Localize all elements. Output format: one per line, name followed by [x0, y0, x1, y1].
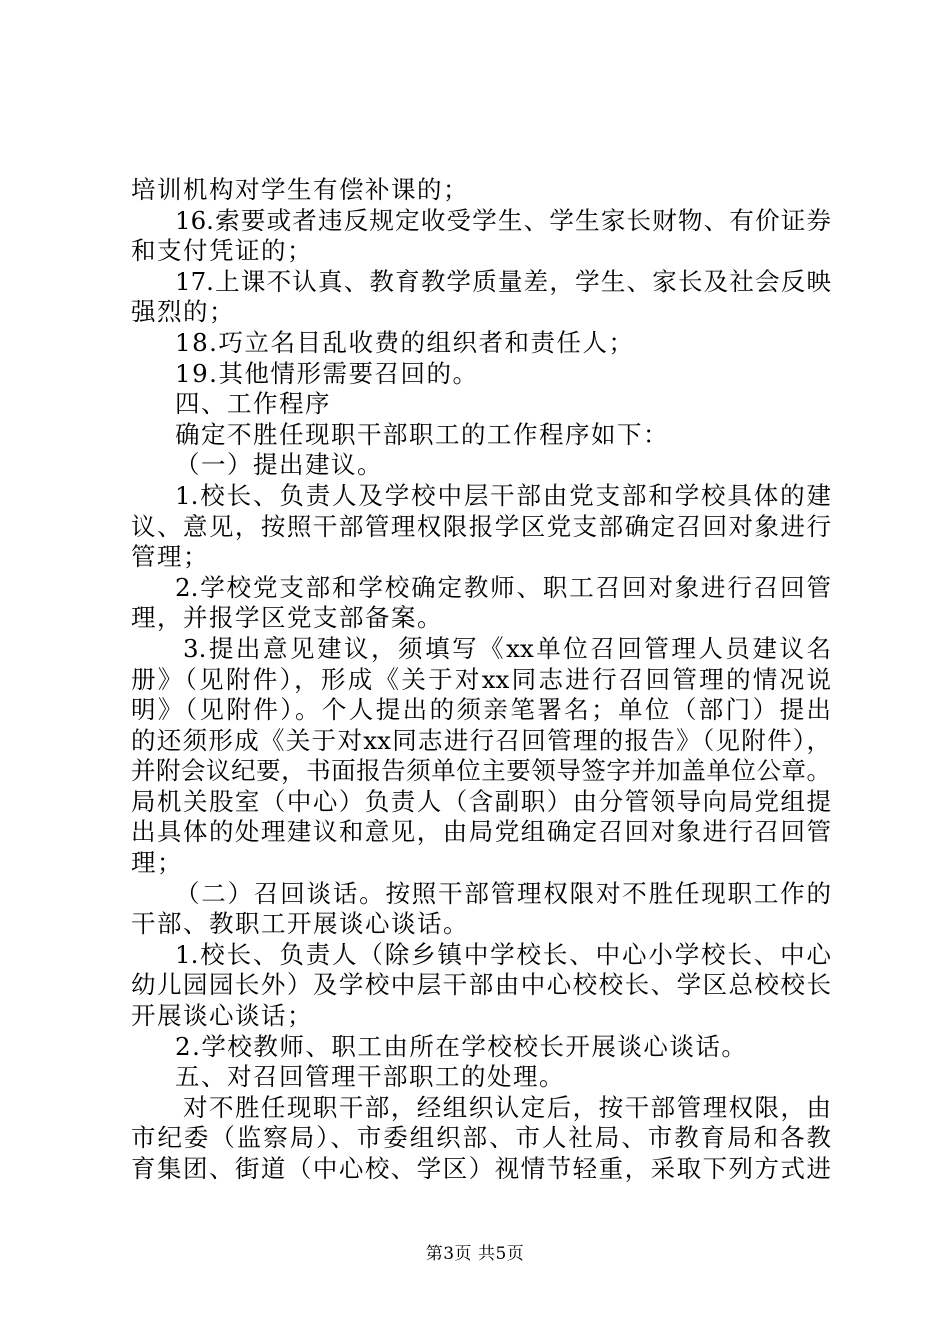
text-line: 1.校长、负责人及学校中层干部由党支部和学校具体的建: [175, 480, 831, 510]
text-line: 育集团、街道（中心校、学区）视情节轻重，采取下列方式进: [131, 1154, 831, 1183]
text-line: 市纪委（监察局）、市委组织部、市人社局、市教育局和各教: [131, 1123, 831, 1153]
text-line: 理，并报学区党支部备案。: [131, 603, 443, 633]
text-line: 18.巧立名目乱收费的组织者和责任人；: [175, 327, 635, 357]
text-line: 五、对召回管理干部职工的处理。: [175, 1062, 565, 1092]
text-line: 1.校长、负责人（除乡镇中学校长、中心小学校长、中心: [175, 939, 831, 969]
text-line: 3.提出意见建议，须填写《xx单位召回管理人员建议名: [183, 633, 831, 663]
text-line: 开展谈心谈话；: [131, 1001, 313, 1031]
text-line: 出具体的处理建议和意见，由局党组确定召回对象进行召回管: [131, 817, 831, 847]
text-line: 幼儿园园长外）及学校中层干部由中心校校长、学区总校校长: [131, 970, 831, 1000]
page-footer: 第3页 共5页: [425, 1244, 525, 1264]
text-line: 确定不胜任现职干部职工的工作程序如下：: [175, 419, 669, 449]
text-line: 培训机构对学生有偿补课的；: [131, 175, 469, 204]
text-line: 议、意见，按照干部管理权限报学区党支部确定召回对象进行: [131, 511, 831, 541]
text-line: 16.索要或者违反规定收受学生、学生家长财物、有价证券: [175, 205, 831, 235]
text-line: 和支付凭证的；: [131, 236, 313, 266]
text-line: 19.其他情形需要召回的。: [175, 358, 479, 388]
text-line: 明》（见附件）。个人提出的须亲笔署名；单位（部门）提出: [131, 695, 831, 725]
text-line: 对不胜任现职干部，经组织认定后，按干部管理权限，由: [183, 1092, 831, 1122]
text-line: （一）提出建议。: [175, 450, 383, 480]
text-line: 2.学校党支部和学校确定教师、职工召回对象进行召回管: [175, 572, 831, 602]
text-line: 并附会议纪要，书面报告须单位主要领导签字并加盖单位公章。: [131, 756, 831, 786]
text-line: 2.学校教师、职工由所在学校校长开展谈心谈话。: [175, 1031, 748, 1061]
text-line: 理；: [131, 848, 183, 878]
text-line: 管理；: [131, 542, 209, 572]
text-line: （二）召回谈话。按照干部管理权限对不胜任现职工作的: [175, 878, 831, 908]
text-line: 四、工作程序: [175, 389, 331, 419]
text-line: 17.上课不认真、教育教学质量差，学生、家长及社会反映: [175, 266, 831, 296]
text-line: 册》（见附件），形成《关于对xx同志进行召回管理的情况说: [131, 664, 831, 694]
document-body: [131, 175, 831, 1185]
text-line: 强烈的；: [131, 297, 235, 327]
text-line: 的还须形成《关于对xx同志进行召回管理的报告》（见附件），: [131, 725, 831, 755]
text-line: 局机关股室（中心）负责人（含副职）由分管领导向局党组提: [131, 786, 831, 816]
text-line: 干部、教职工开展谈心谈话。: [131, 909, 469, 939]
